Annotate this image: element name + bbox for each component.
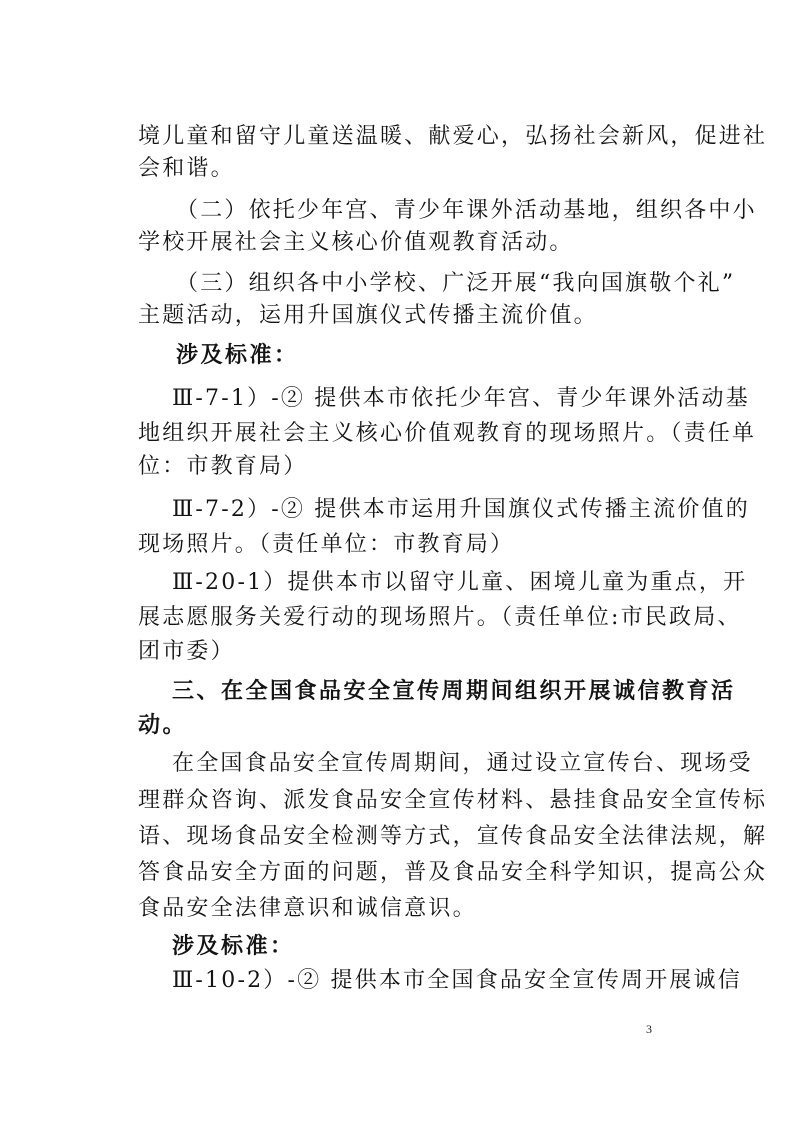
section-heading-three: 三、在全国食品安全宣传周期间组织开展诚信教育活: [172, 679, 736, 704]
text-line-11: Ⅲ-7-2）-② 提供本市运用升国旗仪式传播主流价值的: [172, 497, 750, 522]
section-heading-three-cont: 动。: [138, 713, 188, 738]
text-line-18: 在全国食品安全宣传周期间，通过设立宣传台、现场受: [172, 751, 753, 776]
text-line-8: Ⅲ-7-1）-② 提供本市依托少年宫、青少年课外活动基: [172, 386, 750, 411]
text-line-13: Ⅲ-20-1）提供本市以留守儿童、困境儿童为重点，开: [172, 570, 748, 595]
page-number: 3: [646, 1022, 652, 1036]
standards-heading-1: 涉及标准：: [176, 343, 299, 368]
text-line-9: 地组织开展社会主义核心价值观教育的现场照片。（责任单: [138, 421, 757, 446]
text-line-21: 答食品安全方面的问题，普及食品安全科学知识，提高公众: [138, 860, 768, 885]
text-line-14: 展志愿服务关爱行动的现场照片。（责任单位:市民政局、: [138, 605, 742, 630]
text-line-4: 学校开展社会主义核心价值观教育活动。: [138, 230, 574, 255]
text-line-1: 境儿童和留守儿童送温暖、献爱心，弘扬社会新风，促进社: [138, 124, 768, 149]
text-line-6: 主题活动，运用升国旗仪式传播主流价值。: [138, 303, 598, 328]
text-line-24: Ⅲ-10-2）-② 提供本市全国食品安全宣传周开展诚信: [172, 968, 742, 993]
text-line-19: 理群众咨询、派发食品安全宣传材料、悬挂食品安全宣传标: [138, 788, 768, 813]
text-line-3: （二）依托少年宫、青少年课外活动基地，组织各中小: [176, 198, 757, 223]
standards-heading-2: 涉及标准：: [172, 934, 295, 959]
text-line-10: 位：市教育局）: [138, 454, 308, 479]
text-line-15: 团市委）: [138, 639, 235, 664]
text-line-20: 语、现场食品安全检测等方式，宣传食品安全法律法规，解: [138, 824, 768, 849]
text-line-22: 食品安全法律意识和诚信意识。: [138, 896, 477, 921]
text-line-5: （三）组织各中小学校、广泛开展“我向国旗敬个礼”: [176, 271, 736, 296]
text-line-12: 现场照片。（责任单位：市教育局）: [138, 532, 515, 557]
text-line-2: 会和谐。: [138, 156, 235, 181]
